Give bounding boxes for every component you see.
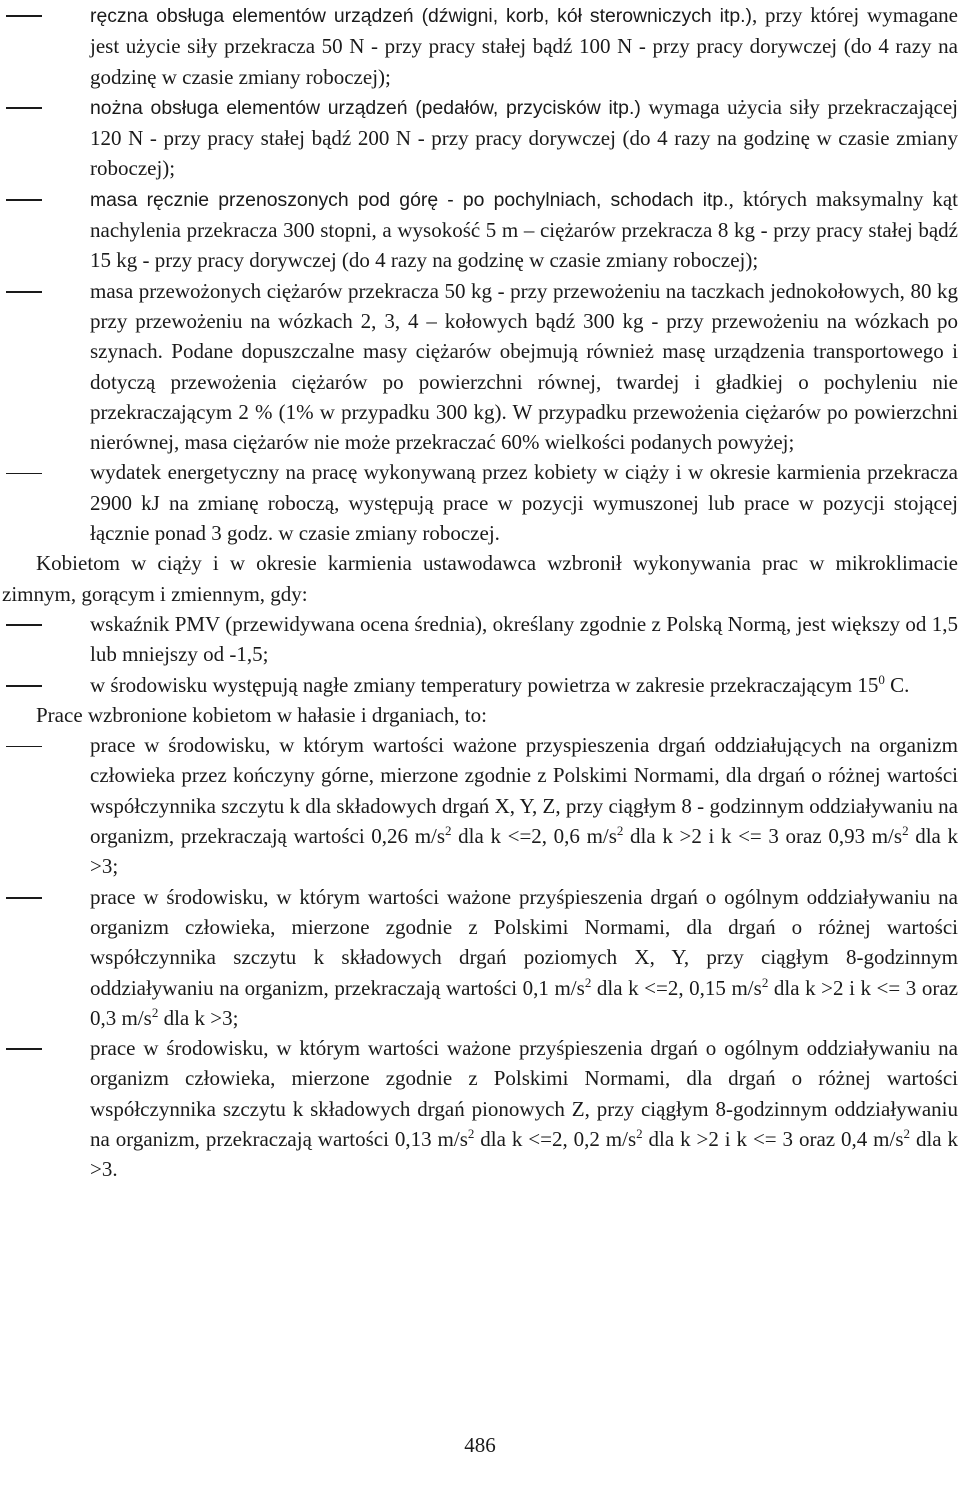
list-item xyxy=(2,457,958,548)
item-text: prace w środowisku, w którym wartości ważone przyśpieszenia drgań o ogólnym oddziaływaniu na organizm człowieka, mierzone zgodnie z Polskimi Normami, dla drgań o różnej wartości współczynnika szczytu k składowych drgań poziomych X, Y, przy ciągłym 8-godzinnym oddziaływaniu na organizm, przekraczają wartości 0,1 m/s xyxy=(90,884,958,1000)
item-text: w środowisku występują nagłe zmiany temperatury powietrza w zakresie przekraczającym 15 xyxy=(90,672,879,697)
item-text: wymaga użycia siły przekraczającej 120 N - przy pracy stałej bądź 200 N - przy pracy dorywczej (do 4 razy na godzinę w czasie zmiany roboczej); xyxy=(90,94,958,181)
superscript: 2 xyxy=(616,823,624,839)
item-text: , przy której wymagane jest użycie siły przekracza 50 N - przy pracy stałej bądź 100 N - przy pracy dorywczej (do 4 razy na godzinę w czasie zmiany roboczej); xyxy=(90,3,958,89)
superscript: 2 xyxy=(903,1125,911,1141)
list-item xyxy=(2,92,958,184)
item-text: prace w środowisku, w którym wartości ważone przyśpieszenia drgań o ogólnym oddziaływaniu na organizm człowieka, mierzone zgodnie z Polskimi Normami, dla drgań o różnej wartości współczynnika szczytu k składowych drgań pionowych Z, przy ciągłym 8-godzinnym oddziaływaniu na organizm, przekraczają wartości 0,13 m/s xyxy=(90,1036,958,1151)
item-text: dla k >2 i k <= 3 oraz 0,93 m/s xyxy=(623,824,903,849)
dash-bullet xyxy=(6,92,64,122)
item-text: dla k >2 i k <= 3 oraz 0,3 m/s xyxy=(90,975,958,1030)
item-text-sans: nożna obsługa elementów urządzeń (pedałów, przycisków itp.) xyxy=(90,96,641,119)
item-text: dla k <=2, 0,6 m/s xyxy=(451,824,617,849)
item-text: dla k >3; xyxy=(158,1005,239,1030)
dash-bullet xyxy=(6,184,64,214)
dash-bullet xyxy=(6,1033,64,1063)
item-text: masa przewożonych ciężarów przekracza 50 kg - przy przewożeniu na taczkach jednokołowych, 80 kg przy przewożeniu na wózkach 2, 3, 4 – kołowych bądź 300 kg - przy przewożeniu na wózkach po szynach. Podane dopuszczalne masy ciężarów obejmują również masę urządzenia transportowego i dotyczą przewożenia ciężarów po powierzchni równej, twardej i gładkiej o pochyleniu nie przekraczającym 2 % (1% w przypadku 300 kg). W przypadku przewożenia ciężarów po powierzchni nierównej, masa ciężarów nie może przekraczać 60% wielkości podanych powyżej; xyxy=(90,278,958,455)
list-item xyxy=(2,184,958,276)
dash-bullet xyxy=(6,882,64,912)
list-item xyxy=(2,670,958,700)
dash-bullet xyxy=(6,609,64,639)
dash-bullet xyxy=(6,457,64,487)
item-text: C. xyxy=(884,672,910,697)
list-item xyxy=(2,730,958,881)
dash-bullet xyxy=(6,730,64,760)
superscript: 2 xyxy=(902,823,909,839)
item-text: wydatek energetyczny na pracę wykonywaną przez kobiety w ciąży i w okresie karmienia przekracza 2900 kJ na zmianę roboczą, występują prace w pozycji wymuszonej lub prace w pozycji stojącej łącznie ponad 3 godz. w czasie zmiany roboczej. xyxy=(90,460,958,546)
superscript: 2 xyxy=(445,823,452,839)
superscript: 2 xyxy=(636,1125,643,1141)
list-item xyxy=(2,276,958,458)
item-text: dla k >3; xyxy=(90,824,958,879)
item-text: dla k <=2, 0,15 m/s xyxy=(591,975,762,1000)
dash-bullet xyxy=(6,670,64,700)
item-text: prace w środowisku, w którym wartości ważone przyspieszenia drgań oddziałujących na organizm człowieka przez kończyny górne, mierzone zgodnie z Polskimi Normami, dla drgań o różnej wartości współczynnika szczytu k dla składowych drgań X, Y, Z, przy ciągłym 8 - godzinnym oddziaływaniu na organizm, przekraczają wartości 0,26 m/s xyxy=(90,733,958,849)
list-item xyxy=(2,1033,958,1184)
superscript: 0 xyxy=(878,671,885,687)
superscript: 2 xyxy=(584,974,592,990)
item-text: dla k >3. xyxy=(90,1126,959,1182)
superscript: 2 xyxy=(761,974,769,990)
paragraph: Kobietom w ciąży i w okresie karmienia ustawodawca wzbronił wykonywania prac w mikroklimacie zimnym, gorącym i zmiennym, gdy: xyxy=(2,551,958,606)
dash-bullet xyxy=(6,0,64,30)
item-text: dla k <=2, 0,2 m/s xyxy=(474,1126,637,1151)
item-text-sans: masa ręcznie przenoszonych pod górę - po pochylniach, schodach itp. xyxy=(90,188,729,211)
superscript: 2 xyxy=(151,1004,159,1020)
list-item xyxy=(2,0,958,92)
page-number: 486 xyxy=(464,1433,496,1457)
superscript: 2 xyxy=(467,1125,475,1141)
list-item xyxy=(2,609,958,670)
item-text: , których maksymalny kąt nachylenia przekracza 300 stopni, a wysokość 5 m – ciężarów przekracza 8 kg - przy pracy stałej bądź 15 kg - przy pracy dorywczej (do 4 razy na godzinę w czasie zmiany roboczej); xyxy=(90,186,958,273)
paragraph: Prace wzbronione kobietom w hałasie i drganiach, to: xyxy=(36,702,487,727)
list-item xyxy=(2,882,958,1033)
dash-bullet xyxy=(6,276,64,306)
item-text-sans: ręczna obsługa elementów urządzeń (dźwigni, korb, kół sterowniczych itp.) xyxy=(90,5,752,27)
item-text: wskaźnik PMV (przewidywana ocena średnia), określany zgodnie z Polską Normą, jest większy od 1,5 lub mniejszy od -1,5; xyxy=(90,611,958,667)
item-text: dla k >2 i k <= 3 oraz 0,4 m/s xyxy=(642,1126,904,1151)
